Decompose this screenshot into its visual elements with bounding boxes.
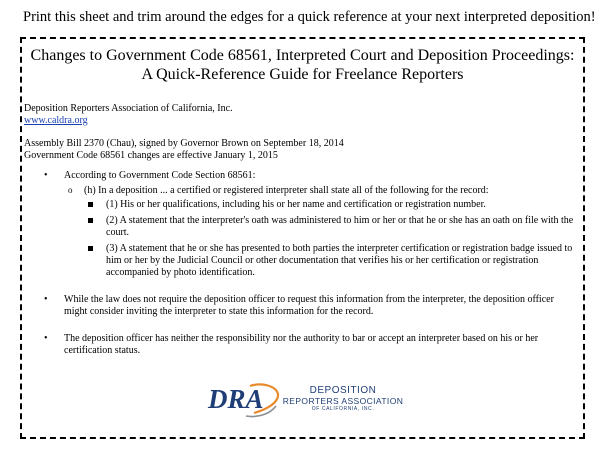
bullet-list <box>22 170 583 357</box>
square-bullet-icon <box>88 218 93 223</box>
effective-date-line: Government Code 68561 changes are effective January 1, 2015 <box>24 150 278 161</box>
print-instruction: Print this sheet and trim around the edges for a quick reference at your next interpreted deposition! <box>23 9 596 25</box>
list-item-text: While the law does not require the deposition officer to request this information from the interpreter, the deposition officer might consider inviting the interpreter to state this information for the record. <box>64 294 554 317</box>
sheet-title <box>22 46 583 84</box>
requirement-text: (1) His or her qualifications, including his or her name and certification or registration number. <box>106 199 486 210</box>
list-item <box>22 294 583 318</box>
list-item-text: According to Government Code Section 68561: <box>64 170 256 181</box>
square-bullet-icon <box>88 202 93 207</box>
logo-line-3: OF CALIFORNIA, INC. <box>311 406 375 412</box>
list-item-text: The deposition officer has neither the responsibility nor the authority to bar or accept an interpreter based on his or her certification status. <box>64 333 539 356</box>
bill-info <box>24 138 583 162</box>
bill-signed-line: Assembly Bill 2370 (Chau), signed by Governor Brown on September 18, 2014 <box>24 138 344 149</box>
sub-list <box>64 185 575 279</box>
list-item <box>22 170 583 279</box>
dra-logo <box>206 378 406 424</box>
requirement-item <box>84 199 575 211</box>
square-bullet-icon <box>88 246 93 251</box>
logo-line-2: REPORTERS ASSOCIATION <box>282 396 404 406</box>
logo-line-1: DEPOSITION <box>309 385 377 396</box>
sub-list-item <box>64 185 575 279</box>
organization-link[interactable]: www.caldra.org <box>24 115 88 126</box>
organization-block <box>24 103 583 127</box>
reference-sheet <box>20 37 585 439</box>
circle-bullet-icon: o <box>68 185 73 195</box>
requirement-text: (3) A statement that he or she has presented to both parties the interpreter certification or registration badge issued to him or her by the Judicial Council or other documentation that verifies his or her certification or registration accompanied by photo identification. <box>106 243 573 278</box>
sub-list-item-text: (h) In a deposition ... a certified or registered interpreter shall state all of the following for the record: <box>84 185 489 196</box>
bullet-icon: • <box>44 294 48 305</box>
logo-mark-text: DRA <box>208 384 264 414</box>
title-line-2: A Quick-Reference Guide for Freelance Reporters <box>141 66 464 83</box>
requirement-item <box>84 215 575 239</box>
list-item <box>22 333 583 357</box>
title-line-1: Changes to Government Code 68561, Interpreted Court and Deposition Proceedings: <box>30 47 575 64</box>
logo-wordmark <box>282 385 404 413</box>
bullet-icon: • <box>44 333 48 344</box>
requirement-text: (2) A statement that the interpreter's oath was administered to him or her or that he or she has an oath on file with the court. <box>106 215 574 238</box>
requirement-list <box>84 199 575 279</box>
dra-logo-mark-icon <box>206 378 284 424</box>
bullet-icon: • <box>44 170 48 181</box>
organization-name: Deposition Reporters Association of California, Inc. <box>24 103 233 114</box>
requirement-item <box>84 243 575 279</box>
